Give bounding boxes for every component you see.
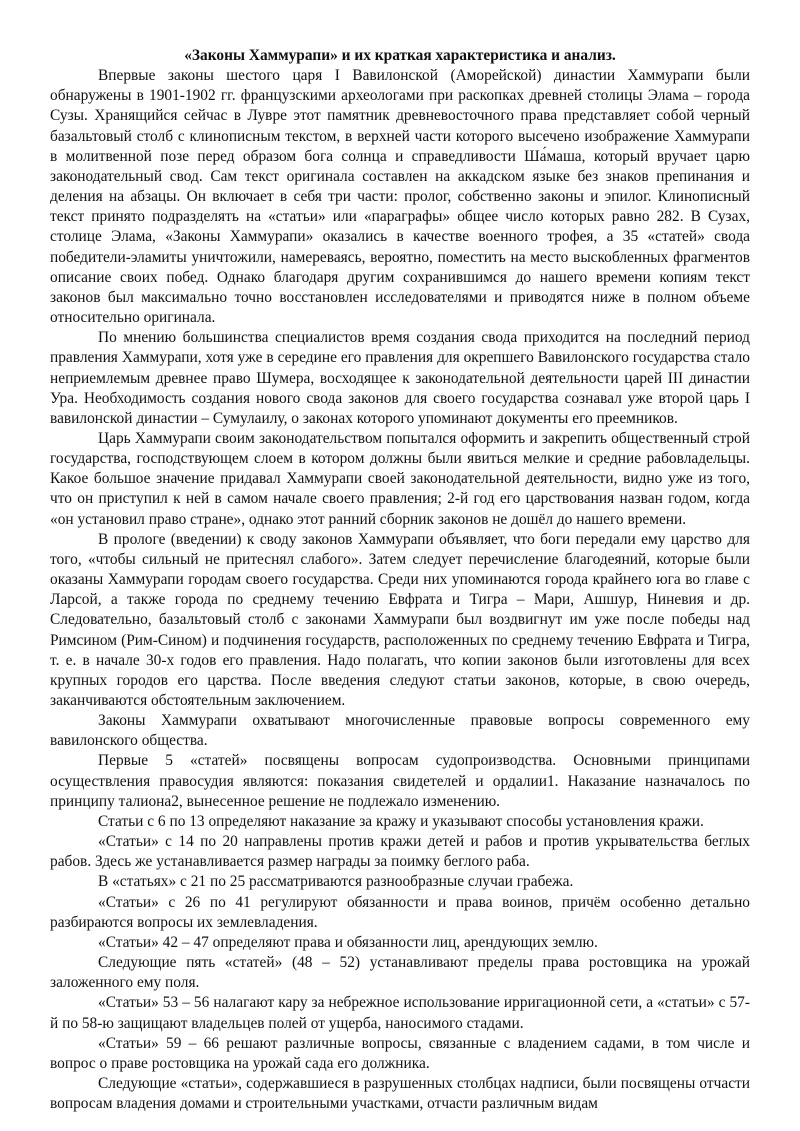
paragraph-social-order: Царь Хаммурапи своим законодательством попытался оформить и закрепить общественный строй государства, господствующем слоем в котором должны были явиться мелкие и средние рабовладельцы. Какое большое значение придавал Хаммурапи своей законодательной деятельности, видно уже из того, что он приступил к ней в самом начале своего правления; 2-й год его царствования назван годом, когда «он установил право стране», однако этот ранний сборник законов не дошёл до нашего времени. (50, 429, 750, 528)
paragraph-articles-6-13: Статьи с 6 по 13 определяют наказание за кражу и указывают способы установления кражи. (98, 812, 704, 830)
paragraph-articles-42-47: «Статьи» 42 – 47 определяют права и обязанности лиц, арендующих землю. (98, 933, 598, 951)
document-title: «Законы Хаммурапи» и их краткая характеристика и анализ. (184, 47, 616, 64)
paragraph-prologue: В прологе (введении) к своду законов Хаммурапи объявляет, что боги передали ему царство для того, «чтобы сильный не притеснял слабого». Затем следует перечисление благодеяний, которые были оказаны Хаммурапи городам своего государства. Среди них упоминаются города крайнего юга во главе с Ларсой, а также города по среднему течению Евфрата и Тигра – Мари, Ашшур, Ниневия и др. Следовательно, базальтовый столб с законами Хаммурапи был воздвигнут им уже после победы над Римсином (Рим-Сином) и подчинения государств, расположенных по среднему течению Евфрата и Тигра, т. е. в начале 30-х годов его правления. Надо полагать, что копии законов были изготовлены для всех крупных городов его царства. После введения следуют статьи законов, которые, в свою очередь, заканчиваются обстоятельным заключением. (50, 530, 750, 709)
paragraph-articles-26-41: «Статьи» с 26 по 41 регулируют обязанности и права воинов, причём особенно детально разбираются вопросы их землевладения. (50, 893, 750, 931)
paragraph-following-articles: Следующие «статьи», содержавшиеся в разрушенных столбцах надписи, были посвящены отчасти вопросам владения домами и строительными участками, отчасти различным видам (50, 1074, 750, 1113)
paragraph-articles-1-5: Первые 5 «статей» посвящены вопросам судопроизводства. Основными принципами осуществления правосудия являются: показания свидетелей и ордалии1. Наказание назначалось по принципу талиона2, вынесенное решение не подлежало изменению. (50, 752, 750, 810)
paragraph-articles-59-66: «Статьи» 59 – 66 решают различные вопросы, связанные с владением садами, в том числе и вопрос о праве ростовщика на урожай сада его должника. (50, 1034, 750, 1072)
paragraph-articles-48-52: Следующие пять «статей» (48 – 52) устанавливают пределы права ростовщика на урожай заложенного ему поля. (50, 954, 750, 992)
paragraph-discovery: Впервые законы шестого царя I Вавилонской (Аморейской) династии Хаммурапи были обнаружены в 1901-1902 гг. французскими археологами при раскопках древней столицы Элама – города Сузы. Хранящийся сейчас в Лувре этот памятник древневосточного права представляет собой черный базальтовый столб с клинописным текстом, в верхней части которого высечено изображение Хаммурапи в молитвенной позе перед образом бога солнца и справедливости Ша́маша, который вручает царю законодательный свод. Сам текст оригинала составлен на аккадском языке без знаков препинания и деления на абзацы. Он включает в себя три части: пролог, собственно законы и эпилог. Клинописный текст принято подразделять на «статьи» или «параграфы» общее число которых равно 282. В Сузах, столице Элама, «Законы Хаммурапи» оказались в качестве военного трофея, а 35 «статей» свода победители-эламиты уничтожили, намереваясь, вероятно, поместить на место выскобленных фрагментов описание своих побед. Однако благодаря другим сохранившимся до нашего времени копиям текст законов был максимально точно восстановлен исследователями и приводятся ниже в полном объеме относительно оригинала. (50, 67, 750, 327)
paragraph-creation-period: По мнению большинства специалистов время создания свода приходится на последний период правления Хаммурапи, хотя уже в середине его правления для окрепшего Вавилонского государства стало неприемлемым древнее право Шумера, восходящее к законодательной деятельности царей III династии Ура. Необходимость создания нового свода законов для своего государства сознавал уже второй царь I вавилонской династии – Сумулаилу, о законах которого упоминают документы его преемников. (50, 329, 750, 427)
paragraph-articles-53-58: «Статьи» 53 – 56 налагают кару за небрежное использование ирригационной сети, а «статьи» с 57-й по 58-ю защищают владельцев полей от ущерба, наносимого стадами. (50, 994, 750, 1032)
paragraph-articles-14-20: «Статьи» с 14 по 20 направлены против кражи детей и рабов и против укрывательства беглых рабов. Здесь же устанавливается размер награды за поимку беглого раба. (50, 833, 750, 871)
paragraph-scope: Законы Хаммурапи охватывают многочисленные правовые вопросы современного ему вавилонского общества. (50, 712, 750, 750)
paragraph-articles-21-25: В «статьях» с 21 по 25 рассматриваются разнообразные случаи грабежа. (98, 873, 574, 891)
